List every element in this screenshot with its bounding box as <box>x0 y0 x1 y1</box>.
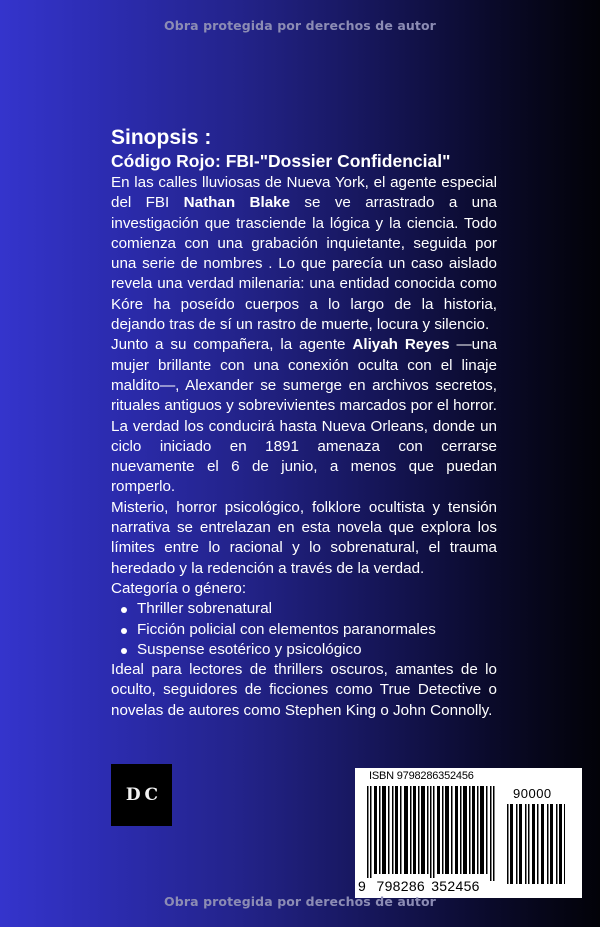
character-name-nathan: Nathan Blake <box>183 194 291 212</box>
synopsis-paragraph-1 <box>111 173 497 335</box>
book-title: Código Rojo: FBI-"Dossier Confidencial" <box>111 151 451 171</box>
isbn-barcode <box>355 768 582 898</box>
category-item <box>111 640 497 660</box>
barcode-digit-group: 352456 <box>431 878 480 894</box>
isbn-label: ISBN 9798286352456 <box>369 770 474 782</box>
publisher-logo-text: D C <box>125 785 158 805</box>
publisher-logo-icon <box>111 764 172 826</box>
category-item <box>111 620 497 640</box>
copyright-watermark-top: Obra protegida por derechos de autor <box>164 18 436 33</box>
barcode-digit-group: 798286 <box>376 878 426 894</box>
category-text: Thriller sobrenatural <box>137 600 273 618</box>
price-code: 90000 <box>513 786 552 801</box>
bullet-icon <box>121 628 127 634</box>
addon-barcode-bars-icon <box>507 804 565 884</box>
category-text: Suspense esotérico y psicológico <box>137 640 362 658</box>
bullet-icon <box>121 607 127 613</box>
paragraph-text: —una mujer brillante con una conexión oculta con el linaje maldito—, Alexander se sumerge en archivos secretos, rituales antiguos y sobrevivientes marcados por el horror. La verdad los conducirá hasta Nueva Orleans, donde un ciclo iniciado en 1891 amenaza con cerrarse nuevamente el 6 de junio, a menos que puedan romperlo. <box>111 336 497 496</box>
closing-paragraph: Ideal para lectores de thrillers oscuros, amantes de lo oculto, seguidores de ficciones como True Detective o novelas de autores como Stephen King o John Connolly. <box>111 661 497 719</box>
barcode-bars-icon <box>367 786 497 881</box>
back-cover-synopsis <box>111 125 497 721</box>
category-item <box>111 599 497 619</box>
category-list <box>111 599 497 660</box>
synopsis-paragraph-3: Misterio, horror psicológico, folklore ocultista y tensión narrativa se entrelazan en esta novela que explora los límites entre lo racional y lo sobrenatural, el trauma heredado y la redención a través de la verdad. <box>111 498 497 577</box>
paragraph-text: En las calles lluviosas de Nueva York, el agente especial del FBI <box>111 174 497 212</box>
synopsis-heading: Sinopsis : <box>111 126 212 149</box>
barcode-digit-group: 9 <box>358 878 367 894</box>
copyright-watermark-bottom: Obra protegida por derechos de autor <box>164 894 436 909</box>
character-name-aliyah: Aliyah Reyes <box>352 336 450 354</box>
bullet-icon <box>121 648 127 654</box>
paragraph-text: se ve arrastrado a una investigación que trasciende la lógica y la ciencia. Todo comienza con una grabación inquietante, seguida por una serie de nombres . Lo que parecía un caso aislado revela una verdad milenaria: una entidad conocida como Kóre ha poseído cuerpos a lo largo de la historia, dejando tras de sí un rastro de muerte, locura y silencio. <box>111 194 497 334</box>
category-label: Categoría o género: <box>111 579 247 597</box>
paragraph-text: Junto a su compañera, la agente <box>111 336 353 354</box>
synopsis-paragraph-2 <box>111 335 497 497</box>
category-text: Ficción policial con elementos paranormales <box>137 620 436 638</box>
barcode-digits <box>357 878 481 894</box>
